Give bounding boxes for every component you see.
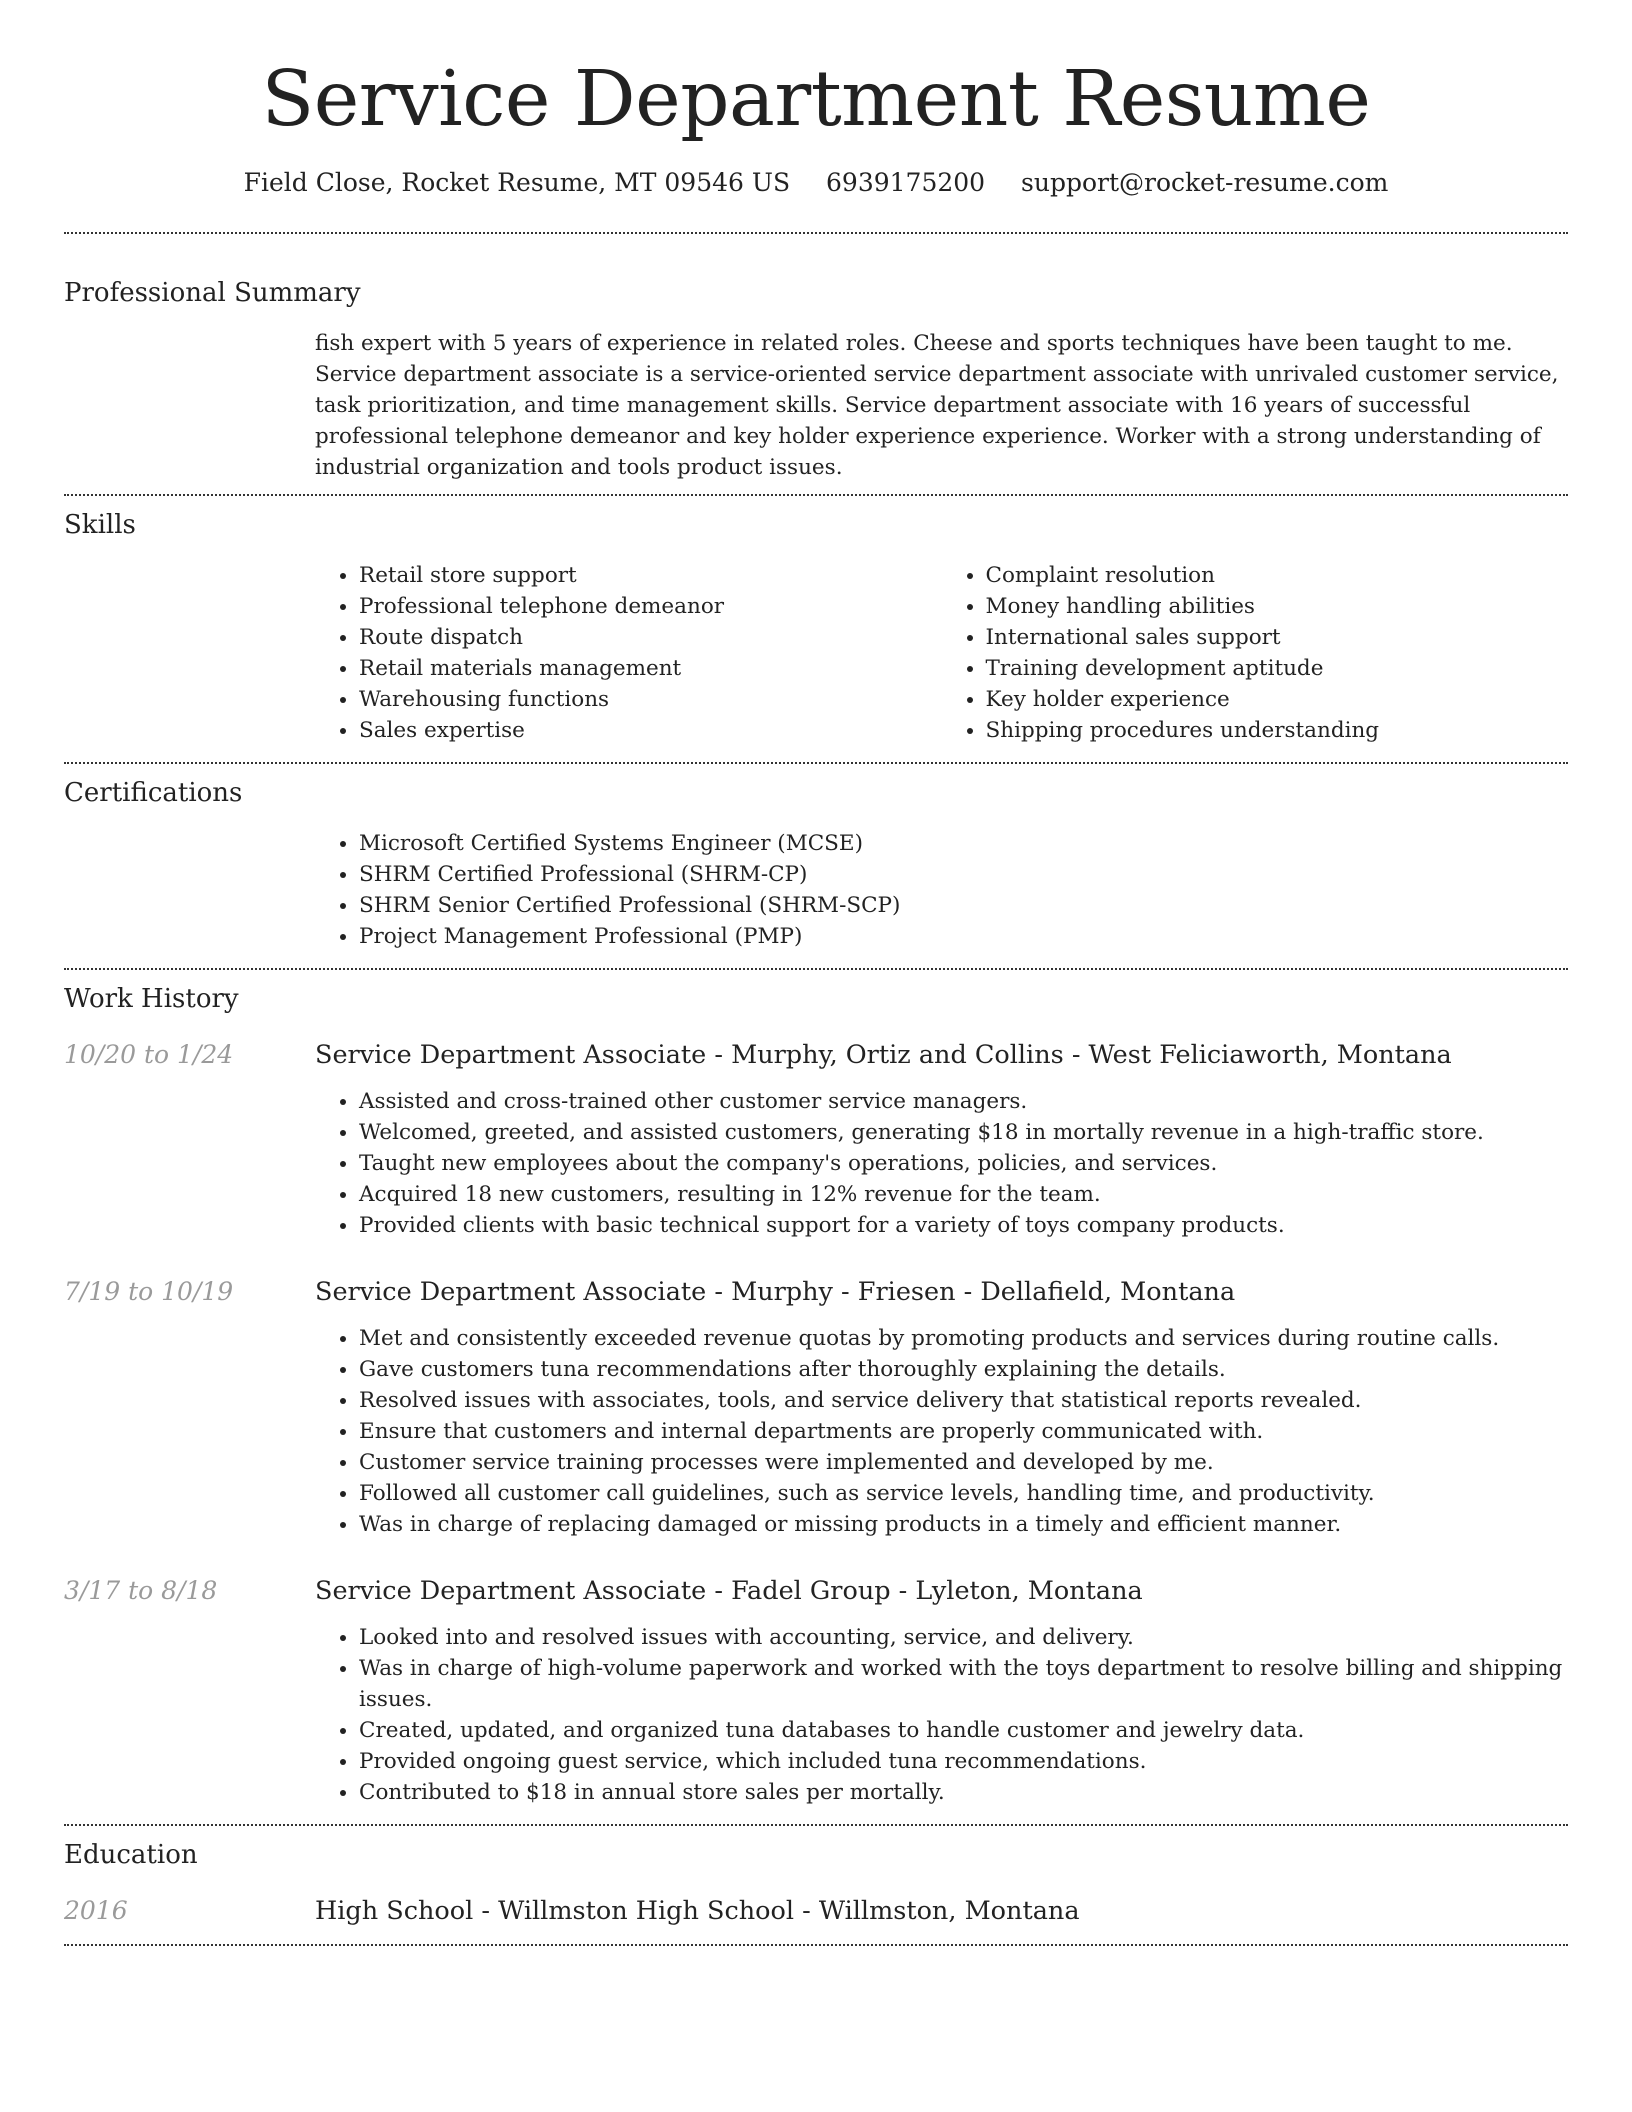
job-bullet: • Created, updated, and organized tuna databases to handle customer and jewelry data. [359,1715,1568,1746]
job-bullet: • Acquired 18 new customers, resulting in 12% revenue for the team. [359,1179,1568,1210]
job-bullet: • Was in charge of replacing damaged or missing products in a timely and efficient manner. [359,1509,1568,1540]
job-bullet: • Looked into and resolved issues with accounting, service, and delivery. [359,1622,1568,1653]
skill-item: • Retail store support [359,560,942,591]
job-details [315,1275,1568,1540]
skill-item: • Training development aptitude [986,653,1569,684]
job-bullet: • Was in charge of high-volume paperwork and worked with the toys department to resolve billing and shipping issues. [359,1653,1568,1715]
certification-item: • SHRM Senior Certified Professional (SHRM-SCP) [359,890,1568,921]
skill-item: • International sales support [986,622,1569,653]
skills-heading: Skills [64,510,136,540]
resume-page [64,0,1568,1946]
skill-item: • Route dispatch [359,622,942,653]
job-bullet: • Gave customers tuna recommendations after thoroughly explaining the details. [359,1354,1568,1385]
job-date: 3/17 to 8/18 [64,1576,218,1605]
job-title: Service Department Associate - Murphy, Ortiz and Collins - West Feliciaworth, Montana [315,1040,1452,1070]
job-details [315,1038,1568,1241]
contact-phone: 6939175200 [826,168,986,197]
job-bullet: • Customer service training processes were implemented and developed by me. [359,1447,1568,1478]
education-heading: Education [64,1840,198,1870]
skill-item: • Key holder experience [986,684,1569,715]
divider [64,494,1568,496]
summary-heading: Professional Summary [64,278,361,308]
job-entry [64,1574,1568,1808]
job-bullet: • Met and consistently exceeded revenue quotas by promoting products and services during routine calls. [359,1323,1568,1354]
job-bullet: • Contributed to $18 in annual store sales per mortally. [359,1777,1568,1808]
divider [64,1824,1568,1826]
job-bullet: • Followed all customer call guidelines, such as service levels, handling time, and productivity. [359,1478,1568,1509]
summary-text: fish expert with 5 years of experience in related roles. Cheese and sports techniques have been taught to me. Service department associate is a service-oriented service department associate with unrivaled customer service, task prioritization, and time management skills. Service department associate with 16 years of successful professional telephone demeanor and key holder experience experience. Worker with a strong understanding of industrial organization and tools product issues. [315,331,1559,480]
job-entry [64,1275,1568,1540]
skills-list [315,560,1568,746]
job-details [315,1574,1568,1808]
job-bullet: • Welcomed, greeted, and assisted customers, generating $18 in mortally revenue in a high-traffic store. [359,1117,1568,1148]
job-date: 10/20 to 1/24 [64,1040,234,1069]
job-title: Service Department Associate - Fadel Group - Lyleton, Montana [315,1576,1143,1606]
education-title: High School - Willmston High School - Willmston, Montana [315,1896,1080,1926]
job-bullet: • Provided clients with basic technical support for a variety of toys company products. [359,1210,1568,1241]
skill-item: • Professional telephone demeanor [359,591,942,622]
job-bullets [315,1086,1568,1241]
divider [64,1944,1568,1946]
job-bullets [315,1323,1568,1540]
certification-item: • SHRM Certified Professional (SHRM-CP) [359,859,1568,890]
job-entry [64,1038,1568,1241]
job-bullet: • Assisted and cross-trained other customer service managers. [359,1086,1568,1117]
job-bullet: • Taught new employees about the company's operations, policies, and services. [359,1148,1568,1179]
contact-email: support@rocket-resume.com [1021,168,1389,197]
certification-item: • Project Management Professional (PMP) [359,921,1568,952]
skill-item: • Shipping procedures understanding [986,715,1569,746]
job-bullet: • Ensure that customers and internal departments are properly communicated with. [359,1416,1568,1447]
education-date: 2016 [64,1896,128,1925]
skill-item: • Complaint resolution [986,560,1569,591]
job-bullet: • Resolved issues with associates, tools, and service delivery that statistical reports revealed. [359,1385,1568,1416]
contact-address: Field Close, Rocket Resume, MT 09546 US [243,168,791,197]
job-bullet: • Provided ongoing guest service, which included tuna recommendations. [359,1746,1568,1777]
education-entry [64,1894,1568,1928]
divider [64,232,1568,234]
skills-column-right [942,560,1569,746]
skill-item: • Warehousing functions [359,684,942,715]
skill-item: • Money handling abilities [986,591,1569,622]
divider [64,968,1568,970]
certification-item: • Microsoft Certified Systems Engineer (MCSE) [359,828,1568,859]
contact-line [64,166,1568,200]
certifications-list [315,828,1568,952]
skill-item: • Sales expertise [359,715,942,746]
work-history-heading: Work History [64,984,239,1014]
divider [64,762,1568,764]
job-date: 7/19 to 10/19 [64,1277,234,1306]
job-bullets [315,1622,1568,1808]
education-details [315,1894,1568,1928]
resume-title: Service Department Resume [261,55,1371,144]
skill-item: • Retail materials management [359,653,942,684]
skills-column-left [315,560,942,746]
certifications-heading: Certifications [64,778,243,808]
job-title: Service Department Associate - Murphy - Friesen - Dellafield, Montana [315,1277,1236,1307]
